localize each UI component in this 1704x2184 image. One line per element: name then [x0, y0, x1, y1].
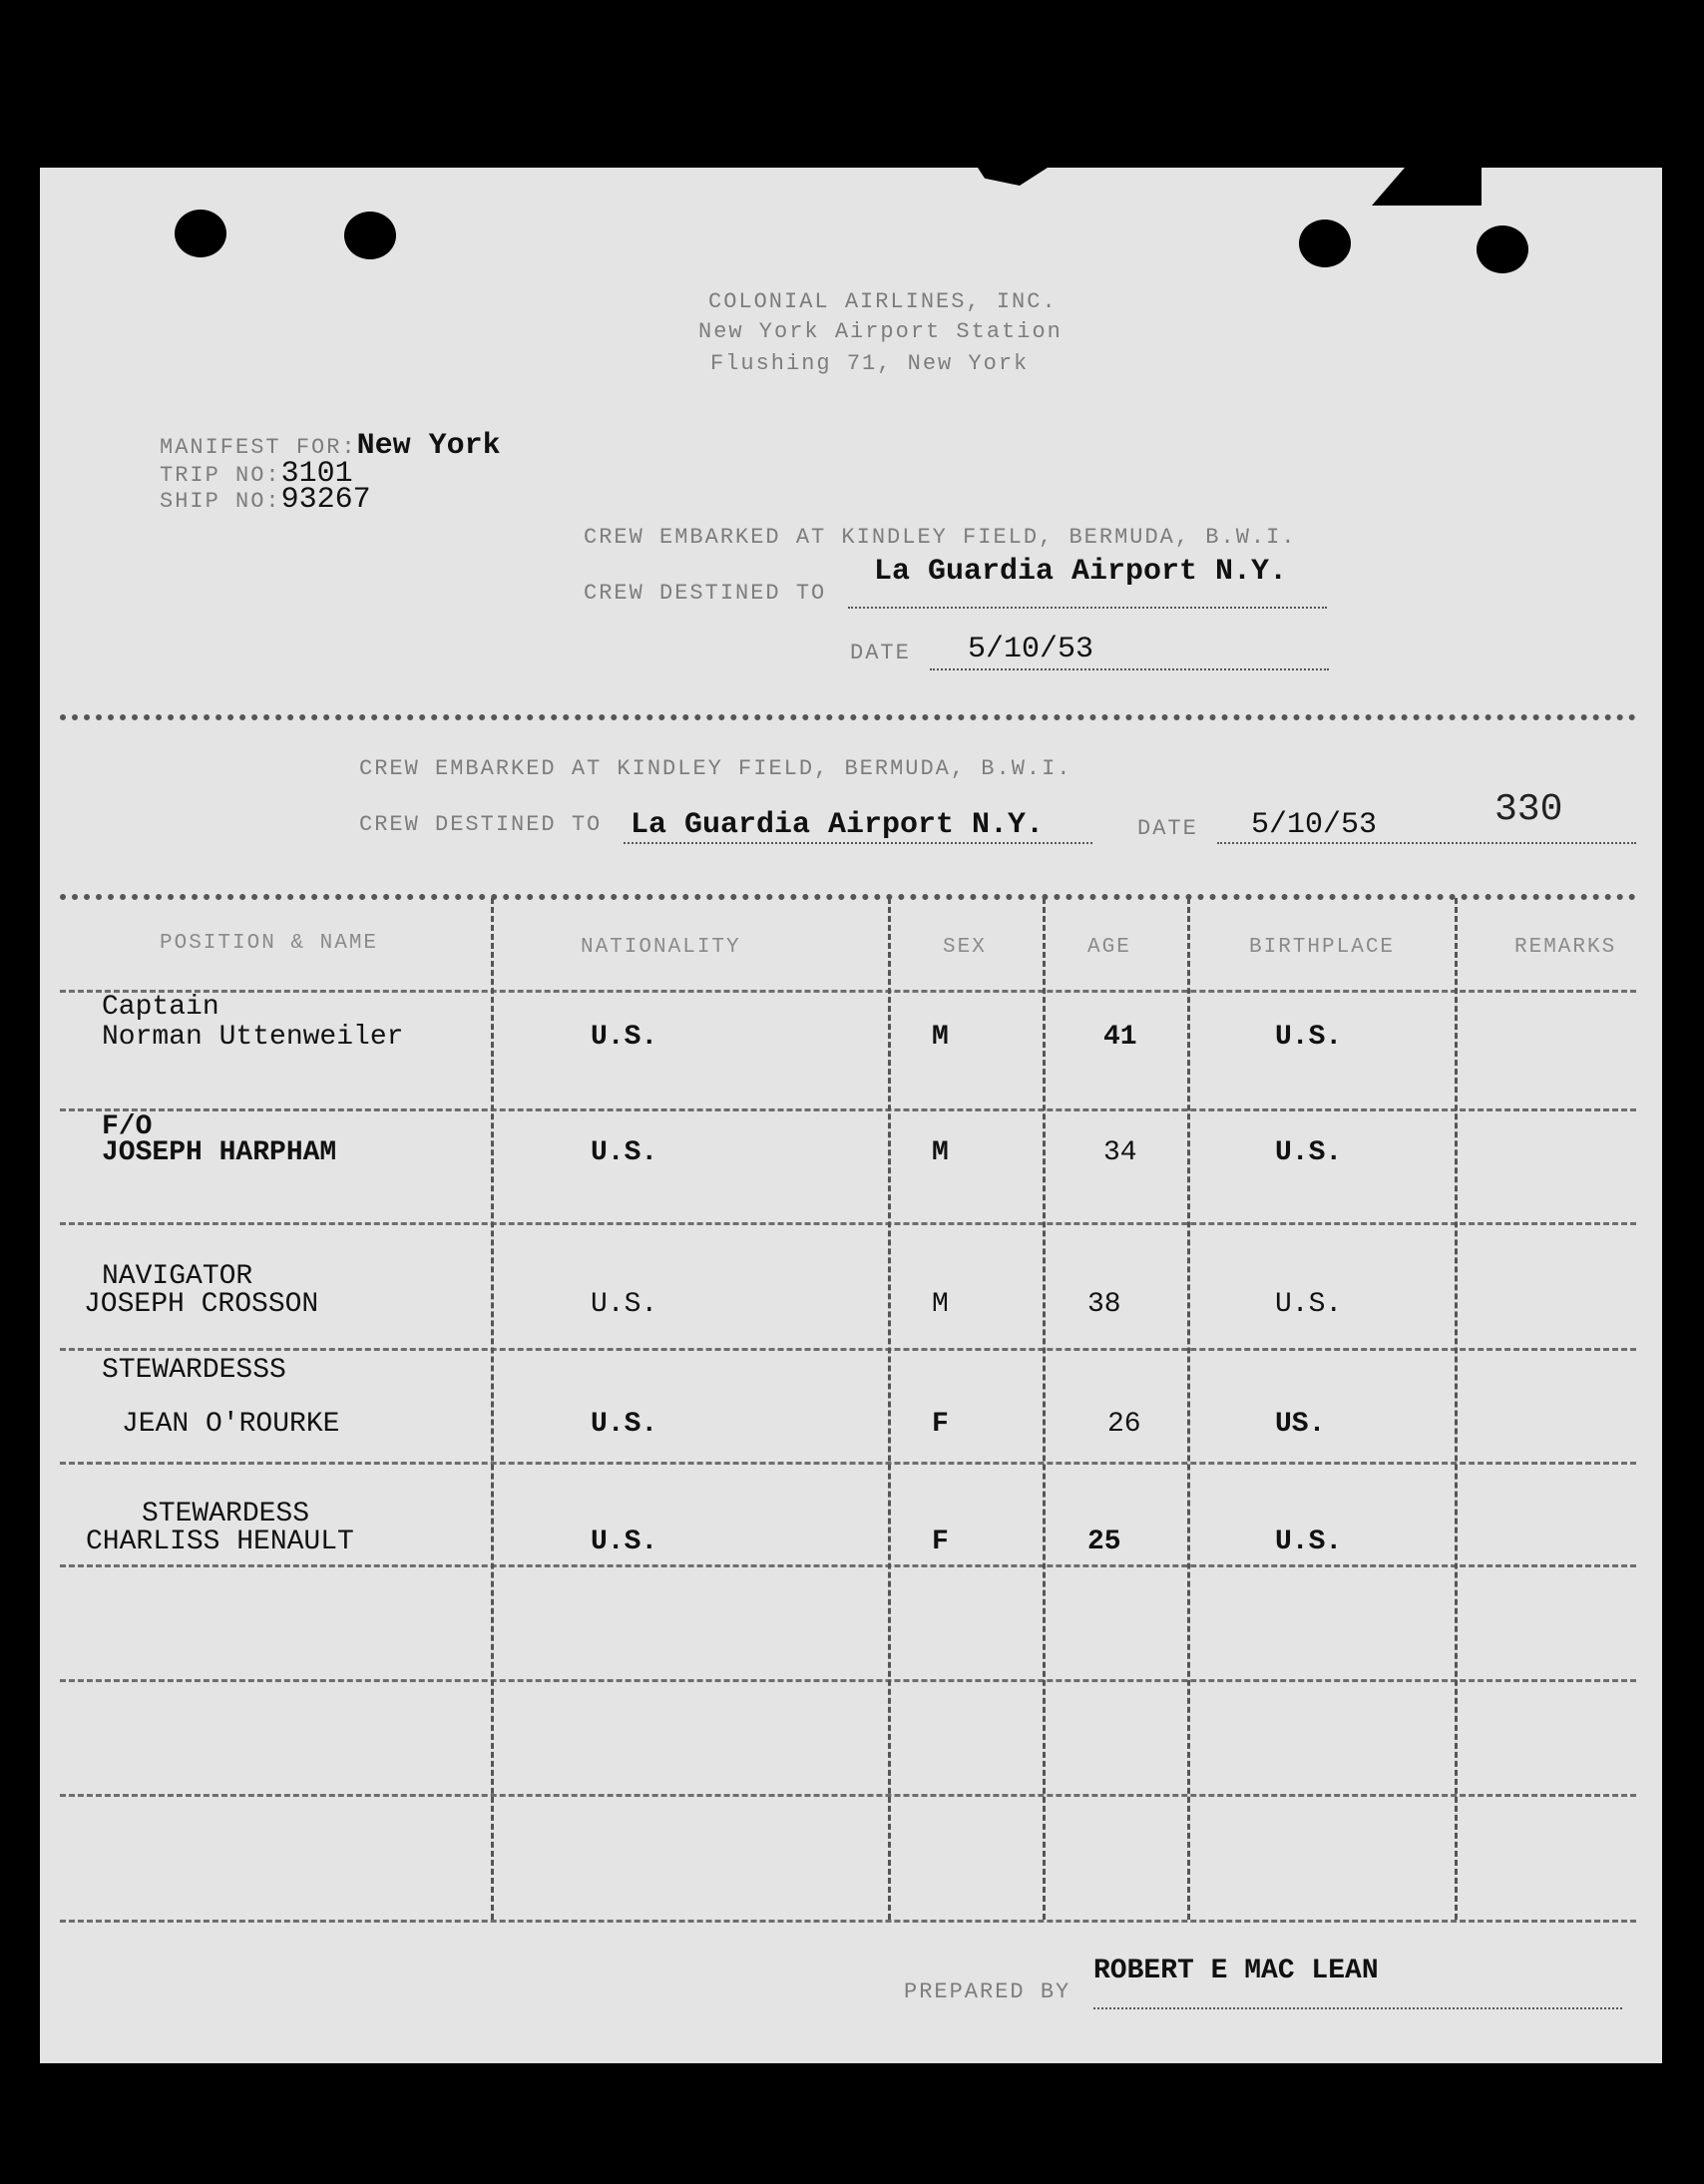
row3-nationality: U.S.	[591, 1289, 658, 1320]
second-destined-label: CREW DESTINED TO	[359, 812, 603, 837]
row-border	[60, 1108, 1636, 1111]
second-date-label: DATE	[1137, 816, 1198, 841]
row3-position: NAVIGATOR	[102, 1261, 253, 1292]
row2-age: 34	[1103, 1137, 1137, 1168]
letterhead-station: New York Airport Station	[698, 319, 1063, 344]
table-top-border	[60, 894, 1636, 900]
row-border	[60, 1794, 1636, 1797]
manifest-for-label: MANIFEST FOR:	[160, 435, 357, 460]
row4-position: STEWARDESSS	[102, 1355, 286, 1386]
column-divider	[1455, 898, 1458, 1920]
top-date-underline	[930, 668, 1329, 670]
row3-sex: M	[932, 1289, 949, 1320]
top-embarked-label: CREW EMBARKED AT KINDLEY FIELD, BERMUDA, B.W.I.	[584, 525, 1297, 550]
separator-line	[60, 714, 1636, 720]
punch-hole	[344, 212, 396, 259]
document-number: 330	[1494, 788, 1563, 831]
top-date-label: DATE	[850, 641, 911, 665]
row1-birthplace: U.S.	[1275, 1022, 1343, 1053]
column-divider	[1043, 898, 1046, 1920]
punch-hole	[1477, 225, 1528, 273]
column-divider	[491, 898, 494, 1920]
punch-hole	[175, 210, 226, 257]
row-border	[60, 1222, 1636, 1225]
second-destined-underline	[624, 842, 1092, 844]
header-position-name: POSITION & NAME	[160, 932, 379, 955]
row1-nationality: U.S.	[591, 1022, 658, 1053]
torn-notch	[978, 168, 1048, 186]
row3-birthplace: U.S.	[1275, 1289, 1343, 1320]
prepared-by-label: PREPARED BY	[904, 1979, 1071, 2004]
letterhead-address: Flushing 71, New York	[710, 351, 1030, 376]
second-date-value: 5/10/53	[1251, 808, 1378, 842]
row4-nationality: U.S.	[591, 1409, 658, 1440]
row1-sex: M	[932, 1022, 949, 1053]
prepared-by-value: ROBERT E MAC LEAN	[1093, 1956, 1379, 1986]
row5-nationality: U.S.	[591, 1527, 658, 1557]
row5-sex: F	[932, 1527, 949, 1557]
row3-age: 38	[1087, 1289, 1121, 1320]
row5-birthplace: U.S.	[1275, 1527, 1343, 1557]
trip-no-value: 3101	[280, 457, 353, 491]
trip-no-label: TRIP NO:	[160, 463, 281, 488]
row2-name: JOSEPH HARPHAM	[102, 1137, 337, 1168]
manifest-page	[40, 168, 1662, 2063]
header-age: AGE	[1087, 936, 1131, 959]
torn-notch	[1372, 168, 1482, 206]
letterhead-company: COLONIAL AIRLINES, INC.	[708, 289, 1058, 314]
table-bottom-border	[60, 1920, 1636, 1923]
column-divider	[1187, 898, 1190, 1920]
row2-nationality: U.S.	[591, 1137, 658, 1168]
row1-age: 41	[1103, 1022, 1137, 1053]
ship-no-label: SHIP NO:	[160, 489, 281, 514]
row1-position: Captain	[102, 992, 219, 1023]
row-border	[60, 1564, 1636, 1567]
row3-name: JOSEPH CROSSON	[84, 1289, 319, 1320]
header-sex: SEX	[943, 936, 987, 959]
second-destined-value: La Guardia Airport N.Y.	[631, 808, 1045, 842]
header-nationality: NATIONALITY	[581, 936, 741, 959]
row4-age: 26	[1107, 1409, 1141, 1440]
row4-name: JEAN O'ROURKE	[122, 1409, 340, 1440]
ship-no-value: 93267	[280, 483, 371, 517]
row5-name: CHARLISS HENAULT	[86, 1527, 354, 1557]
manifest-for-value: New York	[356, 429, 501, 463]
ship-no	[160, 483, 371, 517]
second-embarked-label: CREW EMBARKED AT KINDLEY FIELD, BERMUDA, B.W.I.	[359, 756, 1072, 781]
prepared-by-underline	[1093, 2007, 1622, 2009]
row-border	[60, 1462, 1636, 1465]
punch-hole	[1299, 219, 1351, 267]
row-border	[60, 1679, 1636, 1682]
row4-birthplace: US.	[1275, 1409, 1326, 1440]
header-bottom-border	[60, 990, 1636, 993]
top-destined-label: CREW DESTINED TO	[584, 581, 827, 606]
row-border	[60, 1348, 1636, 1351]
row4-sex: F	[932, 1409, 949, 1440]
top-destined-value: La Guardia Airport N.Y.	[874, 555, 1288, 589]
row5-position: STEWARDESS	[142, 1499, 310, 1529]
row2-sex: M	[932, 1137, 949, 1168]
second-date-underline	[1217, 842, 1636, 844]
header-birthplace: BIRTHPLACE	[1249, 936, 1396, 959]
column-divider	[888, 898, 891, 1920]
row5-age: 25	[1087, 1527, 1121, 1557]
top-date-value: 5/10/53	[968, 633, 1094, 666]
row2-birthplace: U.S.	[1275, 1137, 1343, 1168]
row2-position: F/O	[102, 1111, 153, 1142]
top-destined-underline	[848, 607, 1327, 609]
header-remarks: REMARKS	[1514, 936, 1617, 959]
row1-name: Norman Uttenweiler	[102, 1022, 404, 1053]
